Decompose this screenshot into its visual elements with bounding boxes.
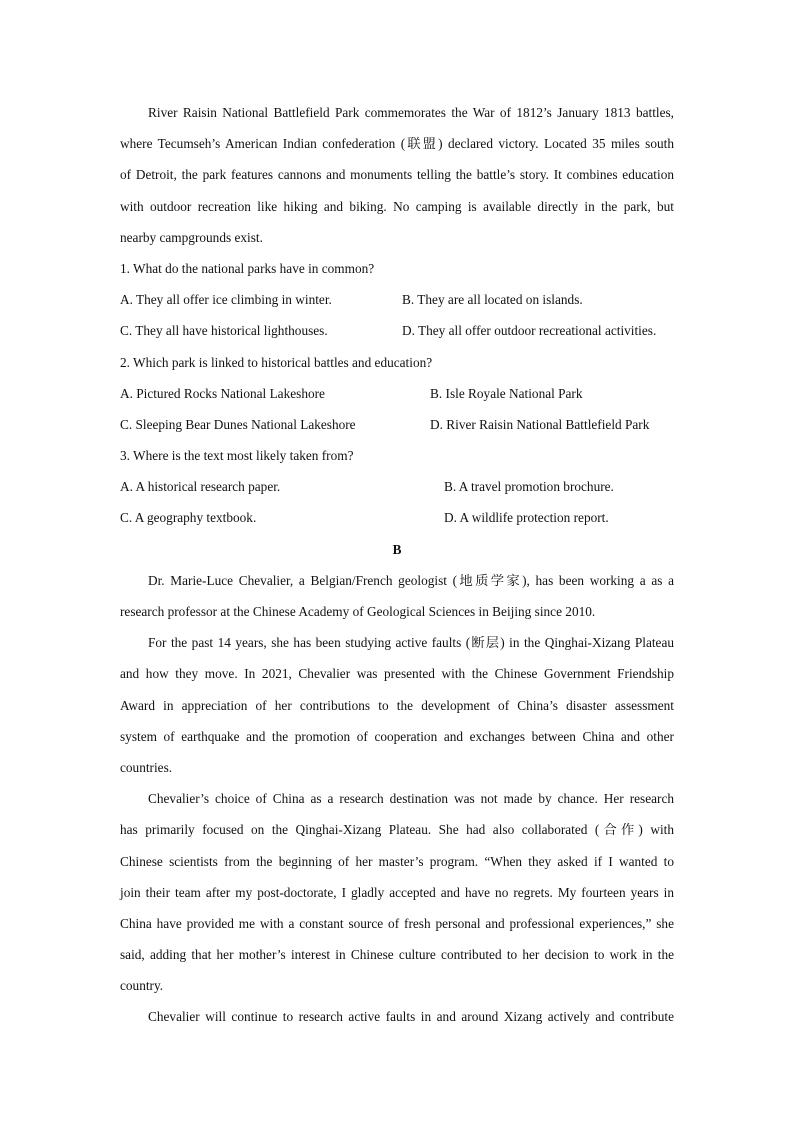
text-line: nearby campgrounds exist. [120, 229, 263, 245]
text-line: join their team after my post-doctorate, I gladly accepted and have no regrets. My fourteen years in [120, 884, 674, 900]
option-c: C. They all have historical lighthouses. [120, 323, 328, 339]
text-line: Chinese scientists from the beginning of her master’s program. “When they asked if I wanted to [120, 853, 674, 869]
option-row [120, 409, 674, 440]
option-c: C. Sleeping Bear Dunes National Lakeshore [120, 416, 356, 432]
text-line: with outdoor recreation like hiking and biking. No camping is available directly in the park, but [120, 198, 674, 214]
text-line: Chevalier will continue to research active faults in and around Xizang actively and contribute [148, 1009, 674, 1025]
text-line: China have provided me with a constant source of fresh personal and professional experiences,” she [120, 915, 674, 931]
option-b: B. Isle Royale National Park [430, 385, 583, 401]
question-3 [120, 440, 674, 534]
option-a: A. A historical research paper. [120, 479, 281, 495]
question-stem: 2. Which park is linked to historical battles and education? [120, 354, 433, 370]
text-line: Dr. Marie-Luce Chevalier, a Belgian/French geologist (地质学家), has been working a as a [148, 572, 674, 588]
option-row [120, 502, 674, 533]
text-line: has primarily focused on the Qinghai-Xizang Plateau. She had also collaborated (合作) with [120, 822, 674, 838]
option-row [120, 471, 674, 502]
option-b: B. They are all located on islands. [402, 292, 583, 308]
section-b-paragraph-4 [120, 1001, 674, 1032]
text-line: River Raisin National Battlefield Park commemorates the War of 1812’s January 1813 battles, [148, 105, 674, 120]
text-line: Chevalier’s choice of China as a research destination was not made by chance. Her research [148, 791, 674, 807]
question-stem: 3. Where is the text most likely taken from? [120, 448, 354, 464]
text-line: countries. [120, 759, 173, 775]
text-line: of Detroit, the park features cannons and monuments telling the battle’s story. It combines education [120, 167, 674, 183]
option-b: B. A travel promotion brochure. [444, 479, 614, 495]
option-d: D. A wildlife protection report. [444, 510, 609, 526]
question-2 [120, 347, 674, 441]
text-line: system of earthquake and the promotion of cooperation and exchanges between China and other [120, 728, 674, 744]
section-b-paragraph-1 [120, 565, 674, 627]
passage-a-paragraph [120, 97, 674, 253]
text-line: For the past 14 years, she has been studying active faults (断层) in the Qinghai-Xizang Plateau [148, 635, 674, 651]
option-row [120, 284, 674, 315]
option-row [120, 315, 674, 346]
option-d: D. River Raisin National Battlefield Park [430, 416, 650, 432]
option-a: A. Pictured Rocks National Lakeshore [120, 385, 325, 401]
text-line: country. [120, 978, 164, 994]
section-b-paragraph-2 [120, 627, 674, 783]
text-line: where Tecumseh’s American Indian confederation (联盟) declared victory. Located 35 miles south [120, 136, 674, 152]
option-a: A. They all offer ice climbing in winter. [120, 292, 332, 308]
section-b-heading: B [392, 541, 402, 557]
text-line: Award in appreciation of her contributions to the development of China’s disaster assessment [120, 697, 674, 713]
document-page [120, 97, 674, 1033]
text-line: said, adding that her mother’s interest in Chinese culture contributed to her decision to work in the [120, 947, 674, 963]
section-b-paragraph-3 [120, 783, 674, 1001]
option-d: D. They all offer outdoor recreational activities. [402, 323, 657, 339]
question-1 [120, 253, 674, 347]
option-row [120, 378, 674, 409]
option-c: C. A geography textbook. [120, 510, 257, 526]
question-stem: 1. What do the national parks have in common? [120, 260, 375, 276]
text-line: research professor at the Chinese Academy of Geological Sciences in Beijing since 2010. [120, 604, 596, 619]
text-line: and how they move. In 2021, Chevalier was presented with the Chinese Government Friendship [120, 666, 674, 682]
